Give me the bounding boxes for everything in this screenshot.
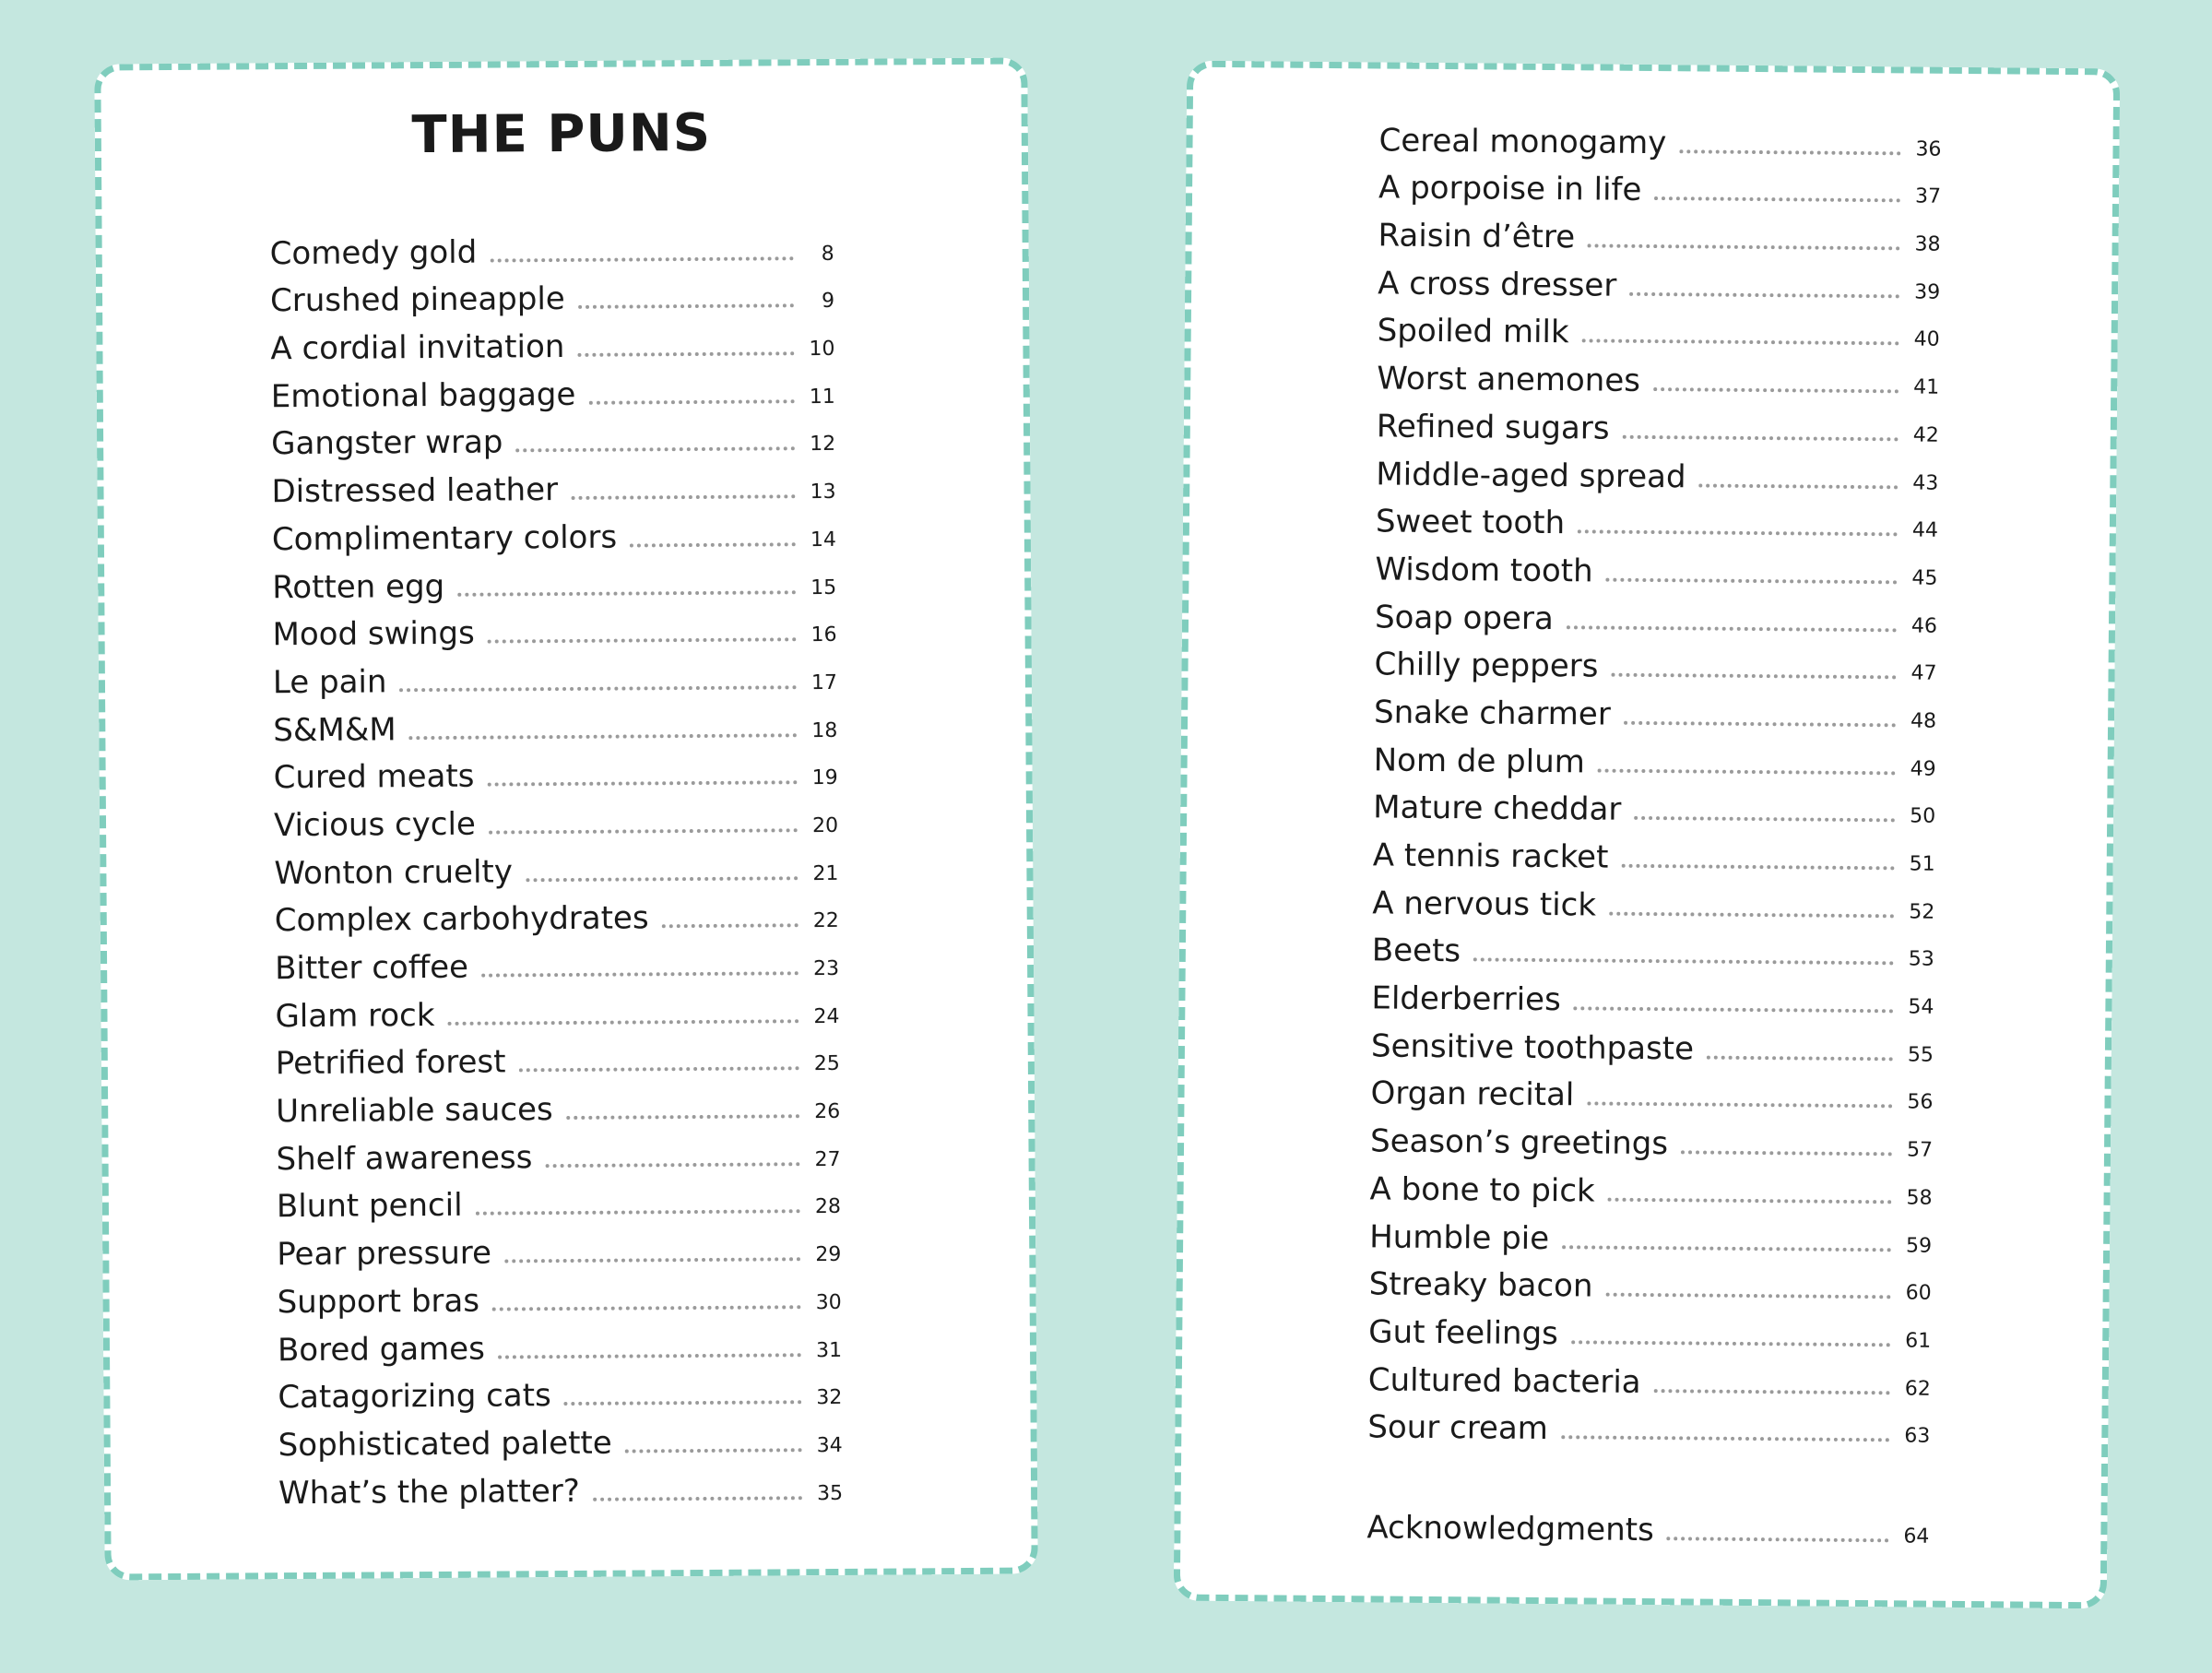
dot-leader xyxy=(1605,1293,1890,1299)
toc-entry-title: Blunt pencil xyxy=(276,1187,463,1226)
toc-entry-page-number: 29 xyxy=(815,1243,842,1267)
toc-entry xyxy=(1375,540,1937,593)
toc-entry xyxy=(278,1460,843,1512)
toc-entry xyxy=(1370,1064,1933,1117)
toc-entry-title: Catagorizing cats xyxy=(278,1377,551,1417)
toc-entry-page-number: 59 xyxy=(1906,1233,1933,1258)
toc-entry-title: Sweet tooth xyxy=(1375,503,1566,542)
toc-entry-page-number: 36 xyxy=(1915,137,1942,161)
toc-entry xyxy=(276,1078,840,1130)
toc-entry-page-number: 24 xyxy=(813,1004,840,1028)
toc-entry-page-number: 47 xyxy=(1910,661,1937,685)
dot-leader xyxy=(545,1162,799,1168)
toc-entry-title: Le pain xyxy=(272,663,387,702)
dot-leader xyxy=(1587,1102,1892,1109)
dot-leader xyxy=(526,876,798,882)
toc-entry xyxy=(276,1126,840,1178)
toc-entry xyxy=(270,268,834,320)
toc-entry xyxy=(276,1031,840,1083)
toc-entry-title: Unreliable sauces xyxy=(276,1091,553,1131)
toc-entry-title: Snake charmer xyxy=(1373,694,1611,733)
toc-entry xyxy=(269,220,834,272)
toc-entry-page-number: 22 xyxy=(812,909,839,933)
toc-entry-title: A nervous tick xyxy=(1372,884,1597,924)
toc-entry xyxy=(1369,1255,1932,1308)
toc-entry xyxy=(1374,683,1936,736)
dot-leader xyxy=(566,1114,800,1120)
toc-entry xyxy=(1371,969,1934,1022)
toc-entry xyxy=(274,840,838,892)
toc-entry-title: Complex carbohydrates xyxy=(274,899,649,940)
toc-entry xyxy=(1374,635,1936,688)
toc-entry xyxy=(1377,350,1939,402)
toc-entry xyxy=(275,983,839,1035)
toc-entry-page-number: 18 xyxy=(811,718,838,742)
dot-leader xyxy=(578,304,794,310)
toc-entry xyxy=(271,411,835,463)
toc-entry xyxy=(1370,1112,1933,1165)
toc-entry-title: Sensitive toothpaste xyxy=(1370,1027,1695,1068)
dot-leader xyxy=(1681,1150,1892,1156)
toc-entry-page-number: 58 xyxy=(1906,1186,1933,1210)
toc-entry-page-number: 62 xyxy=(1904,1377,1931,1401)
dot-leader xyxy=(492,1305,801,1311)
toc-entry-page-number: 44 xyxy=(1911,518,1938,542)
toc-entry xyxy=(1378,254,1940,306)
toc-entry-title: Cured meats xyxy=(273,757,475,797)
toc-entry xyxy=(1372,873,1934,926)
dot-leader xyxy=(490,256,794,262)
dot-leader xyxy=(630,542,796,547)
toc-entry-title: Streaky bacon xyxy=(1368,1265,1593,1305)
toc-entry-title: A tennis racket xyxy=(1372,836,1609,876)
toc-entry xyxy=(275,935,839,987)
toc-entry xyxy=(275,888,839,940)
toc-entry-title: Refined sugars xyxy=(1376,408,1610,447)
dot-leader xyxy=(481,971,798,977)
toc-entry-title: Wisdom tooth xyxy=(1375,551,1593,590)
dot-leader xyxy=(489,828,798,834)
toc-entry xyxy=(1374,730,1936,783)
toc-entry xyxy=(1377,397,1939,450)
toc-entry-title: Bitter coffee xyxy=(274,948,469,988)
toc-entry-page-number: 63 xyxy=(1904,1424,1931,1448)
dot-leader xyxy=(399,685,797,692)
toc-entry-title: Support bras xyxy=(277,1282,480,1322)
toc-entry-title: Worst anemones xyxy=(1377,360,1641,400)
toc-entry-page-number: 17 xyxy=(810,670,838,695)
toc-entry-page-number: 54 xyxy=(1908,995,1934,1019)
dot-leader xyxy=(1622,435,1898,442)
dot-leader xyxy=(662,924,798,929)
toc-entry-page-number: 27 xyxy=(814,1147,841,1171)
toc-entry-page-number: 10 xyxy=(809,338,835,362)
toc-entry-page-number: 61 xyxy=(1905,1329,1932,1353)
dot-leader xyxy=(1654,196,1900,202)
toc-entry-title: Cereal monogamy xyxy=(1378,122,1667,161)
toc-entry xyxy=(1378,207,1940,259)
dot-leader xyxy=(487,780,797,786)
dot-leader xyxy=(409,733,798,740)
toc-entry-page-number: 35 xyxy=(817,1481,844,1505)
toc-entry xyxy=(1376,492,1938,545)
toc-entry xyxy=(273,745,837,797)
toc-entry xyxy=(1369,1160,1932,1213)
toc-entry-title: Rotten egg xyxy=(272,567,445,606)
dot-leader xyxy=(1624,721,1896,728)
dot-leader xyxy=(1679,149,1900,155)
toc-entry xyxy=(271,363,835,415)
toc-entry xyxy=(1371,1016,1934,1069)
toc-entry-title: Gut feelings xyxy=(1368,1313,1559,1353)
left-page xyxy=(94,57,1037,1580)
toc-entry-title: Comedy gold xyxy=(269,233,478,272)
toc-entry-page-number: 40 xyxy=(1913,327,1940,352)
dot-leader xyxy=(1698,483,1898,489)
toc-entry-title: Beets xyxy=(1371,931,1461,970)
toc-entry-title: Chilly peppers xyxy=(1374,646,1599,685)
toc-entry xyxy=(1368,1350,1931,1403)
toc-entry-title: Distressed leather xyxy=(271,471,559,511)
dot-leader xyxy=(577,351,794,357)
toc-entry-page-number: 55 xyxy=(1907,1043,1934,1067)
dot-leader xyxy=(1473,958,1894,966)
dot-leader xyxy=(1653,387,1899,393)
toc-entry-page-number: 51 xyxy=(1909,852,1935,876)
toc-entry-title: Raisin d’être xyxy=(1378,217,1576,256)
dot-leader xyxy=(1571,1340,1890,1347)
toc-entry-page-number: 53 xyxy=(1908,947,1934,972)
toc-entry-title: Humble pie xyxy=(1369,1217,1550,1257)
toc-entry-page-number: 13 xyxy=(810,481,836,504)
toc-entry-page-number: 14 xyxy=(810,528,836,552)
toc-entry xyxy=(274,792,838,844)
toc-entry-title: Complimentary colors xyxy=(271,518,618,559)
toc-entry-page-number: 57 xyxy=(1906,1138,1934,1162)
dot-leader xyxy=(1567,625,1897,632)
toc-entry-title: Season’s greetings xyxy=(1369,1122,1669,1163)
toc-entry-title: A cross dresser xyxy=(1378,265,1617,304)
toc-entry-page-number: 11 xyxy=(809,385,835,409)
toc-entry-page-number: 34 xyxy=(816,1433,843,1457)
page-title: THE PUNS xyxy=(411,102,712,166)
dot-leader xyxy=(1574,1006,1894,1013)
toc-entry-title: Shelf awareness xyxy=(276,1139,533,1178)
toc-entry-page-number: 48 xyxy=(1910,709,1937,733)
toc-entry-title: Elderberries xyxy=(1371,979,1561,1019)
dot-leader xyxy=(1561,1435,1889,1442)
toc-entry xyxy=(277,1269,841,1321)
toc-entry-title: What’s the platter? xyxy=(278,1472,580,1512)
toc-entry-title: Petrified forest xyxy=(275,1043,506,1083)
dot-leader xyxy=(519,1067,799,1073)
toc-entry xyxy=(1373,778,1935,831)
dot-leader xyxy=(1582,339,1899,346)
toc-entry xyxy=(277,1221,841,1273)
dot-leader xyxy=(1629,292,1899,299)
toc-entry-page-number: 15 xyxy=(810,575,837,599)
toc-entry xyxy=(270,315,834,367)
toc-entry-page-number: 39 xyxy=(1914,280,1941,304)
toc-entry-page-number: 26 xyxy=(814,1099,841,1124)
toc-entry-title: Sour cream xyxy=(1367,1408,1549,1448)
toc-entry-title: A porpoise in life xyxy=(1378,169,1642,209)
right-page xyxy=(1174,61,2121,1609)
dot-leader xyxy=(504,1257,800,1263)
dot-leader xyxy=(593,1496,802,1501)
toc-entry-title: Wonton cruelty xyxy=(274,853,514,892)
toc-entry-title: Mood swings xyxy=(272,614,475,654)
toc-entry-page-number: 46 xyxy=(1910,614,1938,638)
dot-leader xyxy=(1667,1537,1889,1542)
toc-entry-acknowledgments xyxy=(1366,1498,1929,1550)
dot-leader xyxy=(1598,768,1896,775)
toc-entry xyxy=(1375,587,1937,640)
dot-leader xyxy=(1608,1197,1892,1204)
toc-entry-title: Gangster wrap xyxy=(271,423,503,463)
toc-entry-page-number: 25 xyxy=(813,1052,840,1076)
toc-list-left xyxy=(269,220,843,1512)
toc-entry-page-number: 43 xyxy=(1912,471,1939,495)
toc-entry-title: Crushed pineapple xyxy=(269,280,565,320)
toc-entry-page-number: 38 xyxy=(1914,232,1941,256)
toc-entry-page-number: 19 xyxy=(811,766,838,790)
toc-entry-title: Pear pressure xyxy=(277,1234,492,1274)
toc-entry xyxy=(1368,1303,1931,1356)
toc-entry xyxy=(272,554,836,606)
dot-leader xyxy=(1609,911,1894,918)
dot-leader xyxy=(488,637,797,643)
dot-leader xyxy=(625,1448,802,1453)
dot-leader xyxy=(1606,577,1898,584)
toc-entry-title: Sophisticated palette xyxy=(278,1424,612,1465)
toc-entry-title: Bored games xyxy=(277,1330,485,1369)
toc-entry xyxy=(273,697,837,749)
toc-entry-title: Emotional baggage xyxy=(270,375,576,415)
toc-entry-page-number: 50 xyxy=(1910,804,1936,829)
dot-leader xyxy=(1588,243,1900,250)
toc-entry-page-number: 12 xyxy=(810,433,836,457)
dot-leader xyxy=(498,1353,801,1359)
dot-leader xyxy=(1611,673,1896,680)
toc-entry xyxy=(1378,302,1940,354)
toc-entry xyxy=(278,1364,842,1416)
toc-entry-title: A cordial invitation xyxy=(270,328,565,368)
toc-entry xyxy=(1378,159,1941,211)
toc-entry-title: Spoiled milk xyxy=(1377,312,1569,351)
toc-entry-page-number: 21 xyxy=(812,861,839,885)
toc-entry-page-number: 64 xyxy=(1903,1525,1930,1548)
toc-entry-title: Middle-aged spread xyxy=(1376,455,1686,495)
toc-entry-page-number: 20 xyxy=(811,813,839,838)
toc-entry xyxy=(278,1317,842,1369)
toc-entry xyxy=(1372,921,1934,974)
toc-entry xyxy=(273,649,837,701)
dot-leader xyxy=(457,590,796,597)
dot-leader xyxy=(1578,530,1898,537)
toc-entry xyxy=(271,458,835,510)
toc-entry xyxy=(1376,445,1938,497)
toc-entry-page-number: 9 xyxy=(822,290,835,314)
toc-entry-page-number: 45 xyxy=(1911,566,1938,590)
toc-entry-title: Nom de plum xyxy=(1373,742,1586,781)
toc-entry-title: Acknowledgments xyxy=(1366,1509,1654,1548)
toc-entry xyxy=(272,506,836,558)
toc-entry xyxy=(1367,1398,1930,1451)
toc-entry-title: A bone to pick xyxy=(1369,1170,1595,1210)
toc-entry-page-number: 37 xyxy=(1914,184,1942,209)
toc-entry-title: Glam rock xyxy=(275,996,435,1035)
dot-leader xyxy=(1621,864,1894,871)
toc-entry-title: Mature cheddar xyxy=(1373,789,1622,829)
dot-leader xyxy=(515,447,795,453)
toc-entry xyxy=(278,1412,843,1464)
toc-entry-page-number: 42 xyxy=(1912,423,1939,447)
dot-leader xyxy=(1654,1389,1890,1394)
toc-entry xyxy=(272,601,836,653)
dot-leader xyxy=(564,1400,802,1406)
toc-entry-page-number: 49 xyxy=(1910,757,1936,781)
toc-entry xyxy=(1369,1207,1932,1260)
toc-entry-title: Cultured bacteria xyxy=(1367,1360,1641,1401)
toc-entry-page-number: 32 xyxy=(816,1386,843,1410)
dot-leader xyxy=(1707,1055,1893,1061)
toc-entry-page-number: 28 xyxy=(814,1195,842,1219)
dot-leader xyxy=(588,399,794,405)
toc-entry xyxy=(277,1174,841,1226)
dot-leader xyxy=(571,494,795,500)
dot-leader xyxy=(1634,816,1895,822)
toc-entry-page-number: 31 xyxy=(815,1338,843,1362)
toc-entry-page-number: 30 xyxy=(815,1290,842,1314)
toc-entry-page-number: 23 xyxy=(813,956,840,981)
dot-leader xyxy=(1562,1245,1891,1252)
toc-entry-page-number: 16 xyxy=(810,623,837,647)
toc-entry-title: S&M&M xyxy=(273,710,396,749)
toc-entry-page-number: 41 xyxy=(1913,375,1940,399)
toc-entry xyxy=(1378,111,1941,163)
toc-list-right xyxy=(1367,111,1942,1451)
toc-entry xyxy=(1373,826,1935,879)
dot-leader xyxy=(448,1019,799,1026)
toc-entry-page-number: 60 xyxy=(1905,1281,1932,1305)
toc-entry-title: Vicious cycle xyxy=(273,805,477,845)
toc-entry-title: Soap opera xyxy=(1374,598,1554,637)
dot-leader xyxy=(476,1210,800,1216)
toc-entry-title: Organ recital xyxy=(1370,1074,1575,1114)
toc-entry-page-number: 8 xyxy=(821,242,834,266)
toc-entry-page-number: 56 xyxy=(1907,1090,1934,1115)
toc-entry-page-number: 52 xyxy=(1909,900,1935,924)
